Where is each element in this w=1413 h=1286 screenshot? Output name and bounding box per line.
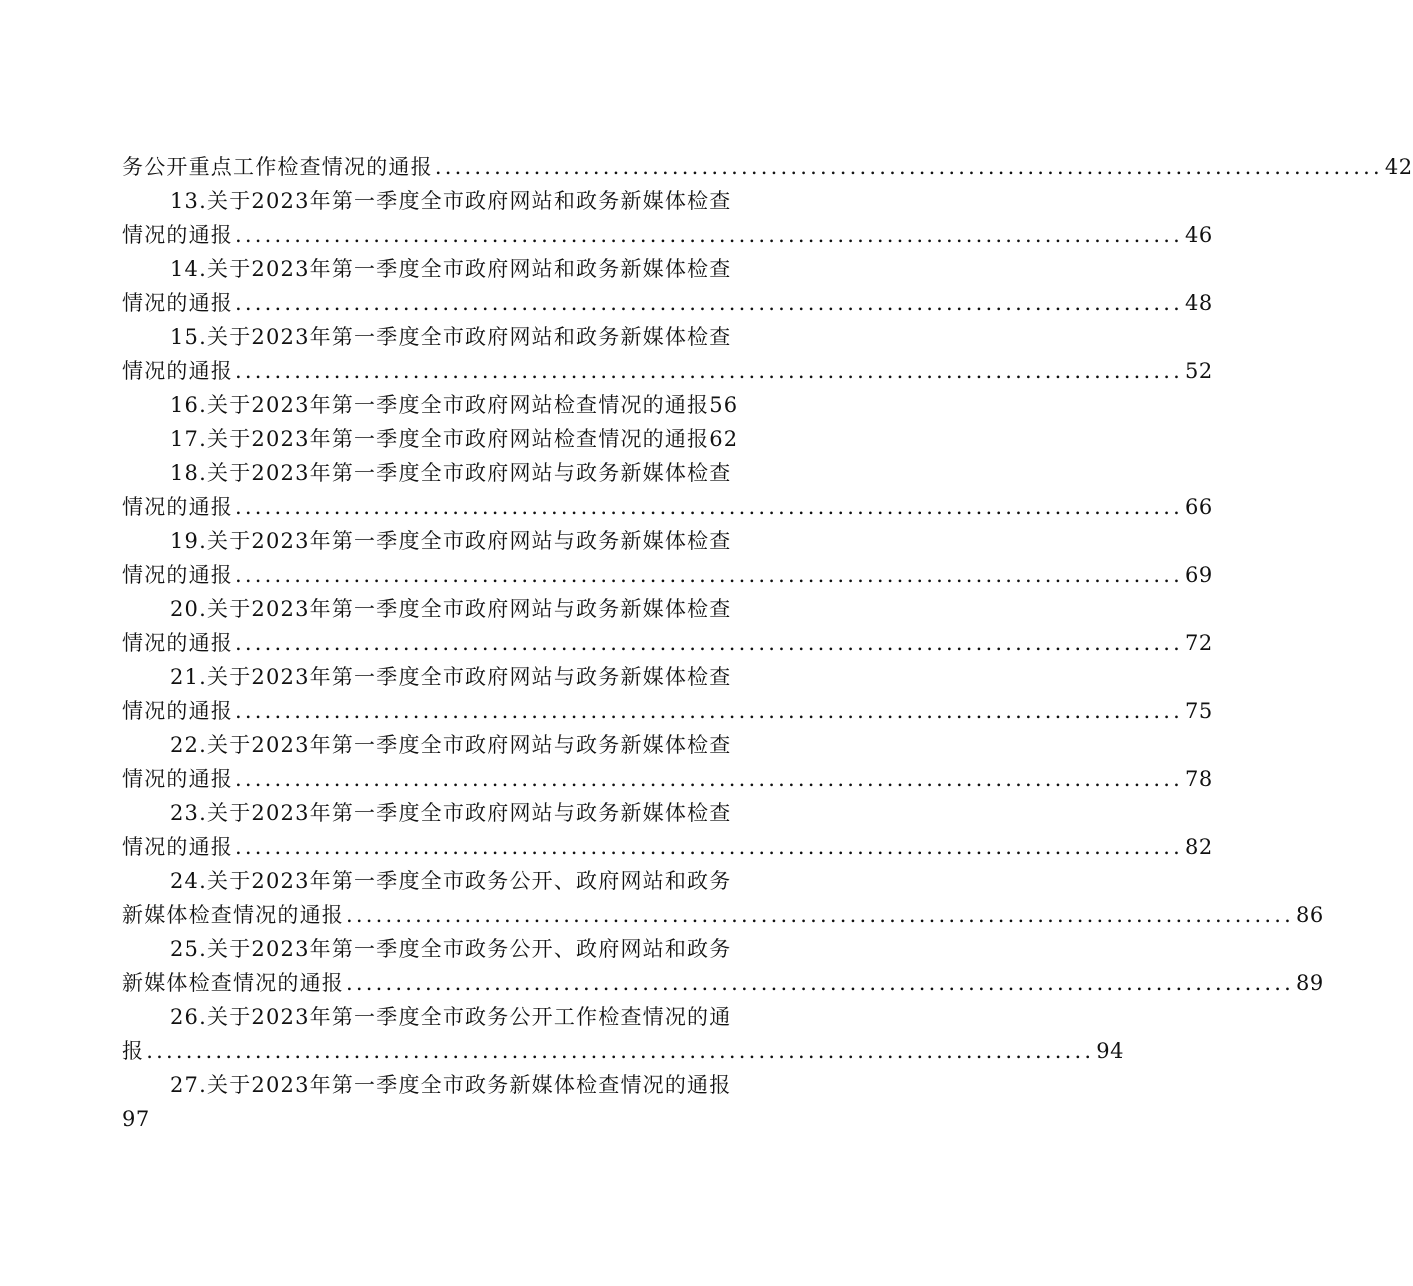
toc-line	[122, 898, 1324, 932]
toc-entry-title: 24.关于2023年第一季度全市政务公开、政府网站和政务	[170, 869, 732, 893]
toc-page-number: 82	[1185, 835, 1213, 859]
toc-entry-text: 情况的通报	[122, 359, 233, 383]
dot-leader: ................................................................................................	[346, 971, 1295, 995]
toc-entry-title: 19.关于2023年第一季度全市政府网站与政务新媒体检查	[170, 529, 732, 553]
toc-page-number: 89	[1296, 971, 1324, 995]
toc-line	[122, 150, 1413, 184]
toc-entry-title: 25.关于2023年第一季度全市政务公开、政府网站和政务	[170, 937, 732, 961]
toc-entry-title: 13.关于2023年第一季度全市政府网站和政务新媒体检查	[170, 189, 732, 213]
toc-page-number: 94	[1096, 1039, 1124, 1063]
toc-entry-text: 新媒体检查情况的通报	[122, 971, 344, 995]
toc-line	[122, 558, 1213, 592]
toc-entry-text: 情况的通报	[122, 291, 233, 315]
toc-entry-title: 23.关于2023年第一季度全市政府网站与政务新媒体检查	[170, 801, 732, 825]
dot-leader: ................................................................................................	[235, 835, 1184, 859]
toc-line	[122, 830, 1213, 864]
toc-entry-text: 情况的通报	[122, 767, 233, 791]
toc-entry-title: 18.关于2023年第一季度全市政府网站与政务新媒体检查	[170, 461, 732, 485]
toc-entry-text: 情况的通报	[122, 223, 233, 247]
toc-entry-text: 务公开重点工作检查情况的通报	[122, 155, 433, 179]
toc-line	[122, 694, 1213, 728]
toc-entry-text: 情况的通报	[122, 631, 233, 655]
dot-leader: ................................................................................................	[235, 495, 1184, 519]
toc-entry-title: 21.关于2023年第一季度全市政府网站与政务新媒体检查	[170, 665, 732, 689]
dot-leader: ................................................................................................	[434, 155, 1383, 179]
toc-line	[122, 490, 1213, 524]
toc-entry-text: 情况的通报	[122, 835, 233, 859]
toc-entry-title: 16.关于2023年第一季度全市政府网站检查情况的通报56	[170, 393, 739, 417]
dot-leader: ................................................................................................	[235, 223, 1184, 247]
toc-line	[122, 218, 1213, 252]
toc-entry-title: 17.关于2023年第一季度全市政府网站检查情况的通报62	[170, 427, 739, 451]
toc-page-number: 75	[1185, 699, 1213, 723]
toc-page-number: 69	[1185, 563, 1213, 587]
toc-entry-title: 15.关于2023年第一季度全市政府网站和政务新媒体检查	[170, 325, 732, 349]
toc-entry-text: 报	[122, 1039, 145, 1063]
dot-leader: ................................................................................................	[346, 903, 1295, 927]
dot-leader: ................................................................................................	[235, 767, 1184, 791]
table-of-contents	[122, 150, 1413, 1136]
toc-entry-text: 新媒体检查情况的通报	[122, 903, 344, 927]
toc-page-number: 78	[1185, 767, 1213, 791]
toc-page-number: 42	[1384, 155, 1413, 179]
dot-leader: ................................................................................................	[235, 291, 1184, 315]
dot-leader: ................................................................................................	[235, 631, 1184, 655]
toc-entry-text: 情况的通报	[122, 495, 233, 519]
toc-page-number: 97	[122, 1107, 150, 1131]
toc-page-number: 46	[1185, 223, 1213, 247]
dot-leader: ................................................................................................	[235, 563, 1184, 587]
toc-line	[122, 354, 1213, 388]
toc-line	[122, 286, 1213, 320]
dot-leader: ................................................................................................	[146, 1039, 1095, 1063]
dot-leader: ................................................................................................	[235, 699, 1184, 723]
toc-line	[122, 762, 1213, 796]
toc-page-number: 52	[1185, 359, 1213, 383]
toc-page-number: 66	[1185, 495, 1213, 519]
toc-page-number: 86	[1296, 903, 1324, 927]
toc-entry-title: 14.关于2023年第一季度全市政府网站和政务新媒体检查	[170, 257, 732, 281]
toc-page-number: 72	[1185, 631, 1213, 655]
toc-entry-title: 27.关于2023年第一季度全市政务新媒体检查情况的通报	[170, 1073, 732, 1097]
toc-line	[122, 966, 1324, 1000]
toc-page-number: 48	[1185, 291, 1213, 315]
toc-line	[122, 626, 1213, 660]
toc-entry-title: 22.关于2023年第一季度全市政府网站与政务新媒体检查	[170, 733, 732, 757]
toc-entry-title: 20.关于2023年第一季度全市政府网站与政务新媒体检查	[170, 597, 732, 621]
toc-entry-text: 情况的通报	[122, 699, 233, 723]
toc-entry-title: 26.关于2023年第一季度全市政务公开工作检查情况的通	[170, 1005, 732, 1029]
toc-line	[122, 1034, 1124, 1068]
dot-leader: ................................................................................................	[235, 359, 1184, 383]
toc-entry-text: 情况的通报	[122, 563, 233, 587]
